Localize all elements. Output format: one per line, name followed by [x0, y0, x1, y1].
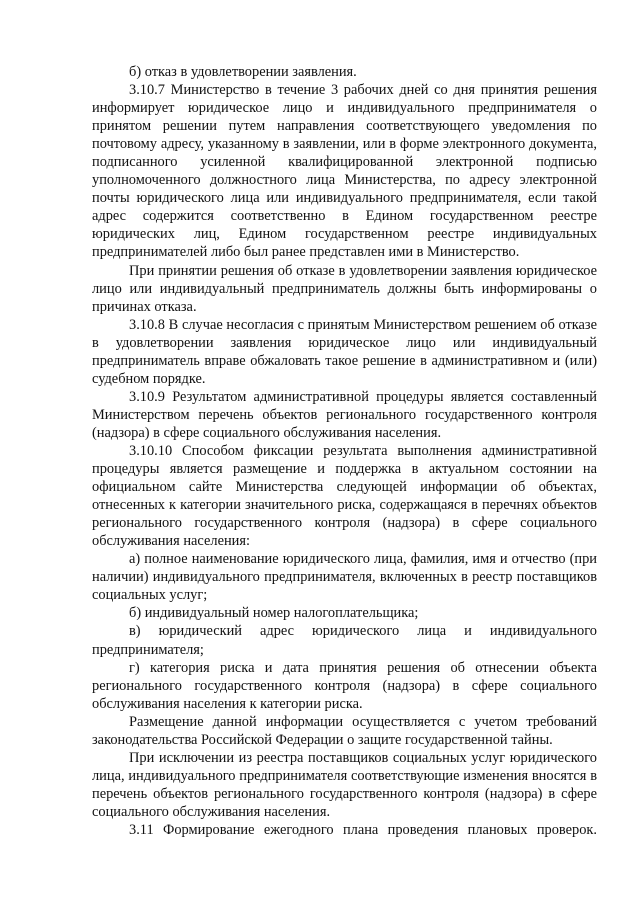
paragraph-3-10-9: 3.10.9 Результатом административной процедуры является составленный Министерством перечень объектов регионального государственного контроля (надзора) в сфере социального обслуживания населения. [92, 388, 597, 441]
paragraph-refusal-notice: При принятии решения об отказе в удовлетворении заявления юридическое лицо или индивидуальный предприниматель должны быть информированы о причинах отказа. [92, 262, 597, 315]
section-heading-3-11: 3.11 Формирование ежегодного плана проведения плановых проверок. [129, 821, 597, 838]
list-item-b: б) индивидуальный номер налогоплательщика; [129, 605, 419, 622]
list-item-a: а) полное наименование юридического лица, фамилия, имя и отчество (при наличии) индивидуального предпринимателя, включенных в реестр поставщиков социальных услуг; [92, 551, 597, 604]
paragraph-registry-exclusion: При исключении из реестра поставщиков социальных услуг юридического лица, индивидуального предпринимателя соответствующие изменения вносятся в перечень объектов регионального государственного контроля (надзора) в сфере социального обслуживания населения. [92, 749, 597, 820]
paragraph-3-10-10: 3.10.10 Способом фиксации результата выполнения административной процедуры является размещение и поддержка в актуальном состоянии на официальном сайте Министерства следующей информации об объектах, отнесенных к категории значительного риска, содержащаяся в перечнях объектов регионального государственного контроля (надзора) в сфере социального обслуживания населения: [92, 442, 597, 550]
paragraph-3-10-8: 3.10.8 В случае несогласия с принятым Министерством решением об отказе в удовлетворении заявления юридическое лицо или индивидуальный предприниматель вправе обжаловать такое решение в административном и (или) судебном порядке. [92, 316, 597, 387]
list-item-v: в) юридический адрес юридического лица и индивидуального предпринимателя; [92, 623, 597, 658]
document-page [92, 63, 597, 839]
paragraph-refusal-item-b: б) отказ в удовлетворении заявления. [129, 64, 357, 80]
paragraph-state-secret: Размещение данной информации осуществляется с учетом требований законодательства Российской Федерации о защите государственной тайны. [92, 713, 597, 748]
paragraph-3-10-7: 3.10.7 Министерство в течение 3 рабочих дней со дня принятия решения информирует юридическое лицо и индивидуального предпринимателя о принятом решении путем направления соответствующего уведомления по почтовому адресу, указанному в заявлении, или в форме электронного документа, подписанного усиленной квалифицированной электронной подписью уполномоченного должностного лица Министерства, по адресу электронной почты юридического лица или индивидуального предпринимателя, если такой адрес содержится соответственно в Едином государственном реестре юридических лиц, Едином государственном реестре индивидуальных предпринимателей либо был ранее представлен ими в Министерство. [92, 82, 597, 261]
list-item-g: г) категория риска и дата принятия решения об отнесении объекта регионального государственного контроля (надзора) в сфере социального обслуживания населения к категории риска. [92, 659, 597, 712]
